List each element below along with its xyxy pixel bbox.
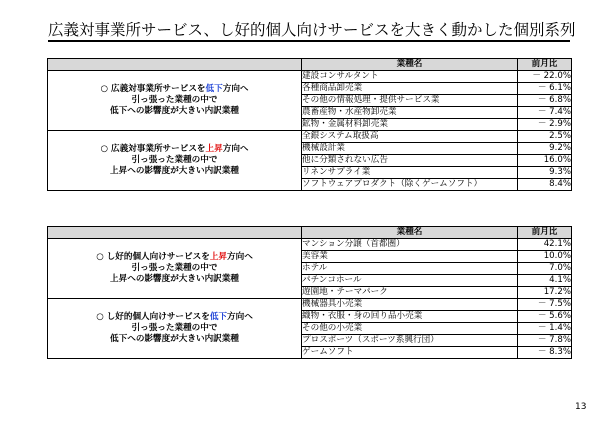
description-line: 低下への影響度が大きい内訳業種 xyxy=(110,106,239,116)
mom-value: 4.1% xyxy=(518,275,572,287)
category-name: その他の小売業 xyxy=(302,323,518,335)
table-row xyxy=(48,71,572,83)
direction-highlight: 上昇 xyxy=(209,252,228,262)
description-line: 上昇への影響度が大きい内訳業種 xyxy=(110,166,239,176)
table-row xyxy=(48,239,572,251)
description-line: 引っ張った業種の中で xyxy=(131,95,218,105)
page-title: 広義対事業所サービス、し好的個人向けサービスを大きく動かした個別系列 xyxy=(48,21,576,39)
mom-value: 7.0% xyxy=(518,263,572,275)
description-line: ○ し好的個人向けサービスを低下方向へ xyxy=(96,312,253,322)
mom-value: 9.3% xyxy=(518,167,572,179)
description-line: 引っ張った業種の中で xyxy=(131,263,218,273)
direction-highlight: 低下 xyxy=(209,312,228,322)
mom-value: 10.0% xyxy=(518,251,572,263)
mom-value: 42.1% xyxy=(518,239,572,251)
description-line: 引っ張った業種の中で xyxy=(131,323,218,333)
category-name: リネンサプライ業 xyxy=(302,167,518,179)
category-name: ホテル xyxy=(302,263,518,275)
table-row xyxy=(48,299,572,311)
mom-value: 16.0% xyxy=(518,155,572,167)
mom-value: － 8.3% xyxy=(518,347,572,359)
category-name: 機械設計業 xyxy=(302,143,518,155)
mom-value: － 7.8% xyxy=(518,335,572,347)
category-name: 建設コンサルタント xyxy=(302,71,518,83)
category-name: 農畜産物・水産物卸売業 xyxy=(302,107,518,119)
description-line: ○ 広義対事業所サービスを上昇方向へ xyxy=(100,144,249,154)
description-line: ○ し好的個人向けサービスを上昇方向へ xyxy=(96,252,253,262)
category-name: ソフトウェアプロダクト（除くゲームソフト） xyxy=(302,179,518,191)
mom-value: 2.5% xyxy=(518,131,572,143)
category-name: 織物・衣服・身の回り品小売業 xyxy=(302,311,518,323)
description-line: 上昇への影響度が大きい内訳業種 xyxy=(110,274,239,284)
mom-value: 8.4% xyxy=(518,179,572,191)
description-line: 低下への影響度が大きい内訳業種 xyxy=(110,334,239,344)
direction-highlight: 上昇 xyxy=(205,144,223,154)
mom-value: － 6.1% xyxy=(518,83,572,95)
description-line: ○ 広義対事業所サービスを低下方向へ xyxy=(100,84,249,94)
table-header-row xyxy=(48,227,572,239)
mom-value: － 5.6% xyxy=(518,311,572,323)
section-description xyxy=(48,239,302,299)
mom-value: 9.2% xyxy=(518,143,572,155)
description-line: 引っ張った業種の中で xyxy=(131,155,218,165)
title-underline xyxy=(48,40,570,42)
category-name: ゲームソフト xyxy=(302,347,518,359)
page-number: 13 xyxy=(575,402,587,412)
category-name: 美容業 xyxy=(302,251,518,263)
personal-services-table xyxy=(47,226,572,359)
category-name: プロスポーツ（スポーツ系興行団） xyxy=(302,335,518,347)
category-name: 鉱物・金属材料卸売業 xyxy=(302,119,518,131)
table-header-row xyxy=(48,59,572,71)
mom-value: － 2.9% xyxy=(518,119,572,131)
header-mom: 前月比 xyxy=(518,59,572,71)
section-description xyxy=(48,299,302,359)
category-name: マンション分譲（首都圏） xyxy=(302,239,518,251)
mom-value: － 1.4% xyxy=(518,323,572,335)
header-category: 業種名 xyxy=(302,227,518,239)
category-name: その他の情報処理・提供サービス業 xyxy=(302,95,518,107)
mom-value: 17.2% xyxy=(518,287,572,299)
category-name: パチンコホール xyxy=(302,275,518,287)
category-name: 各種商品卸売業 xyxy=(302,83,518,95)
category-name: 機械器具小売業 xyxy=(302,299,518,311)
mom-value: － 7.5% xyxy=(518,299,572,311)
mom-value: － 22.0% xyxy=(518,71,572,83)
business-services-table xyxy=(47,58,572,191)
direction-highlight: 低下 xyxy=(205,84,223,94)
category-name: 他に分類されない広告 xyxy=(302,155,518,167)
category-name: 遊園地・テーマパーク xyxy=(302,287,518,299)
mom-value: － 6.8% xyxy=(518,95,572,107)
category-name: 全銀システム取扱高 xyxy=(302,131,518,143)
header-category: 業種名 xyxy=(302,59,518,71)
section-description xyxy=(48,71,302,131)
table-row xyxy=(48,131,572,143)
header-mom: 前月比 xyxy=(518,227,572,239)
section-description xyxy=(48,131,302,191)
mom-value: － 7.4% xyxy=(518,107,572,119)
